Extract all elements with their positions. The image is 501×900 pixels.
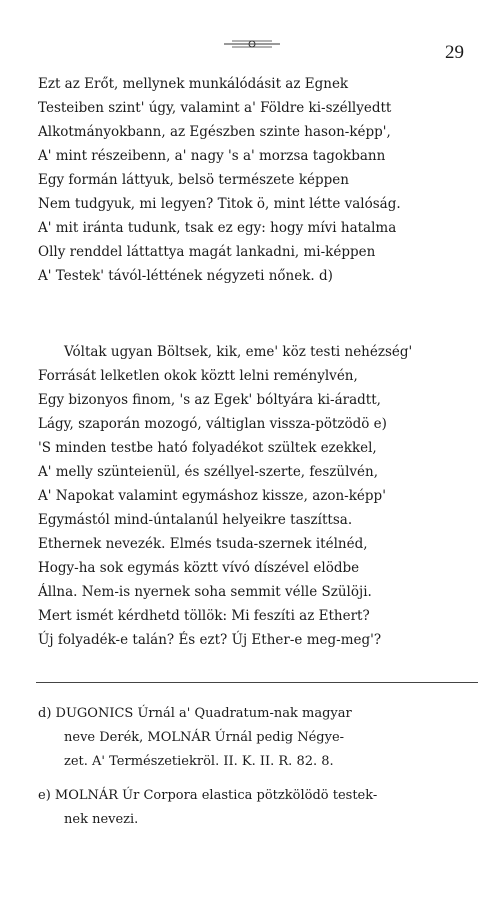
page-number: 29: [445, 42, 464, 63]
footnote-divider: [36, 682, 478, 683]
verse-line: Ezt az Erőt, mellynek munkálódásit az Egnek: [38, 76, 349, 92]
verse-line: Állna. Nem-is nyernek soha semmit vélle Szülöji.: [38, 584, 372, 600]
verse-line: Egymástól mind-úntalanúl helyeikre taszíttsa.: [38, 512, 353, 528]
verse-line: Alkotmányokbann, az Egészben szinte hason-képp',: [38, 124, 391, 140]
verse-line: Forrását lelketlen okok köztt lelni reménylvén,: [38, 368, 358, 384]
footnote-line: nek nevezi.: [64, 812, 139, 827]
verse-line: Hogy-ha sok egymás köztt vívó díszével elödbe: [38, 560, 360, 576]
verse-line: A' Testek' távól-léttének négyzeti nőnek. d): [38, 268, 333, 284]
verse-line: Egy formán láttyuk, belsö természete képpen: [38, 172, 349, 188]
verse-line: A' mint részeibenn, a' nagy 's a' morzsa tagokbann: [38, 148, 386, 164]
footnotes: [38, 702, 478, 842]
footnote-line: e) MOLNÁR Úr Corpora elastica pötzkölödö testek-: [38, 788, 378, 803]
verse-line: Egy bizonyos finom, 's az Egek' bóltyára ki-áradtt,: [38, 392, 381, 408]
verse-line: 'S minden testbe ható folyadékot szültek ezekkel,: [38, 440, 377, 456]
verse-line: Lágy, szaporán mozogó, váltiglan vissza-pötzödö e): [38, 416, 387, 432]
footnote-d: [38, 702, 478, 774]
verse-line: Mert ismét kérdhetd töllök: Mi feszíti az Ethert?: [38, 608, 370, 624]
verse-line: A' melly szünteienül, és széllyel-szerte, feszülvén,: [38, 464, 379, 480]
stanza-one: [38, 72, 478, 288]
footnote-line: neve Derék, MOLNÁR Úrnál pedig Négye-: [64, 730, 345, 745]
verse-line: A' mit iránta tudunk, tsak ez egy: hogy mívi hatalma: [38, 220, 397, 236]
footnote-e: [38, 784, 478, 832]
verse-line: A' Napokat valamint egymáshoz kissze, azon-képp': [38, 488, 386, 504]
verse-line: Nem tudgyuk, mi legyen? Titok ö, mint létte valóság.: [38, 196, 401, 212]
footnote-line: zet. A' Természetiekröl. II. K. II. R. 82. 8.: [64, 754, 334, 769]
verse-line: Testeiben szint' úgy, valamint a' Földre ki-széllyedtt: [38, 100, 392, 116]
verse-line: Új folyadék-e talán? És ezt? Új Ether-e meg-meg'?: [38, 632, 382, 648]
ornament-icon: [222, 38, 282, 50]
footnote-line: d) DUGONICS Úrnál a' Quadratum-nak magyar: [38, 706, 352, 721]
verse-line: Ethernek nevezék. Elmés tsuda-szernek itélnéd,: [38, 536, 368, 552]
verse-line: Vóltak ugyan Böltsek, kik, eme' köz testi nehézség': [64, 344, 413, 360]
stanza-two: [38, 340, 478, 652]
verse-line: Olly renddel láttattya magát lankadni, mi-képpen: [38, 244, 376, 260]
